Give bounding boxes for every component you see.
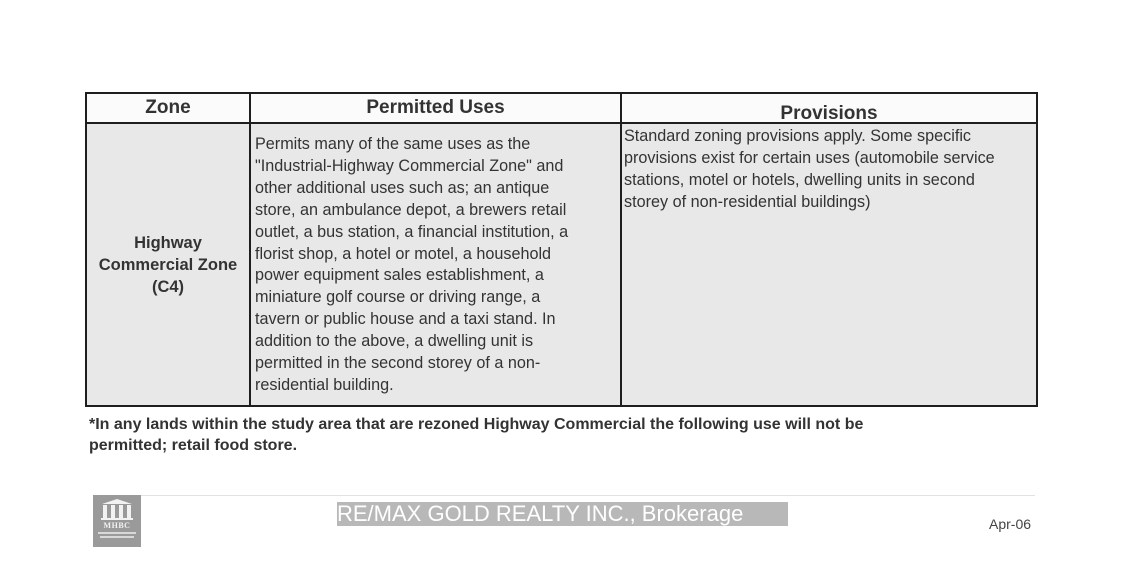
mhbc-logo xyxy=(93,495,141,547)
permitted-uses-line: residential building. xyxy=(255,375,394,394)
zone-name xyxy=(88,232,248,298)
provisions-line: provisions exist for certain uses (automobile service xyxy=(624,148,995,167)
permitted-uses-cell xyxy=(255,134,617,397)
footer-divider xyxy=(140,495,1035,496)
column-divider xyxy=(249,94,251,405)
logo-fine-print xyxy=(100,536,134,538)
header-zone: Zone xyxy=(145,97,191,118)
zoning-table xyxy=(85,92,1038,407)
footnote-line: *In any lands within the study area that are rezoned Highway Commercial the following use will not be xyxy=(89,416,864,433)
permitted-uses-line: power equipment sales establishment, a xyxy=(255,266,544,285)
building-columns-icon xyxy=(100,498,134,520)
zone-name-line: Commercial Zone xyxy=(98,255,238,274)
permitted-uses-line: "Industrial-Highway Commercial Zone" and xyxy=(255,156,564,175)
logo-fine-print xyxy=(98,532,136,534)
footnote-line: permitted; retail food store. xyxy=(89,437,298,454)
provisions-cell xyxy=(624,126,1036,214)
permitted-uses-line: addition to the above, a dwelling unit is xyxy=(255,332,534,351)
provisions-line: Standard zoning provisions apply. Some specific xyxy=(624,127,972,145)
zone-name-line: (C4) xyxy=(151,277,185,296)
brokerage-watermark: RE/MAX GOLD REALTY INC., Brokerage xyxy=(337,502,788,526)
table-header-row xyxy=(87,94,1036,124)
permitted-uses-line: florist shop, a hotel or motel, a household xyxy=(255,244,552,263)
permitted-uses-line: Permits many of the same uses as the xyxy=(255,135,531,153)
footnote xyxy=(89,414,989,456)
column-divider xyxy=(620,94,622,405)
permitted-uses-line: outlet, a bus station, a financial institution, a xyxy=(255,222,569,241)
zone-name-line: Highway xyxy=(134,233,202,252)
permitted-uses-line: store, an ambulance depot, a brewers retail xyxy=(255,200,567,219)
page-date: Apr-06 xyxy=(989,516,1032,532)
header-provisions: Provisions xyxy=(780,103,878,124)
header-permitted-uses: Permitted Uses xyxy=(366,97,505,118)
zone-cell xyxy=(87,124,249,405)
permitted-uses-line: other additional uses such as; an antique xyxy=(255,178,550,197)
permitted-uses-line: tavern or public house and a taxi stand. In xyxy=(255,310,556,329)
logo-text: MHBC xyxy=(103,521,131,530)
provisions-line: stations, motel or hotels, dwelling units in second xyxy=(624,170,975,189)
permitted-uses-line: miniature golf course or driving range, a xyxy=(255,288,541,307)
provisions-line: storey of non-residential buildings) xyxy=(624,192,871,211)
permitted-uses-line: permitted in the second storey of a non- xyxy=(255,354,541,373)
